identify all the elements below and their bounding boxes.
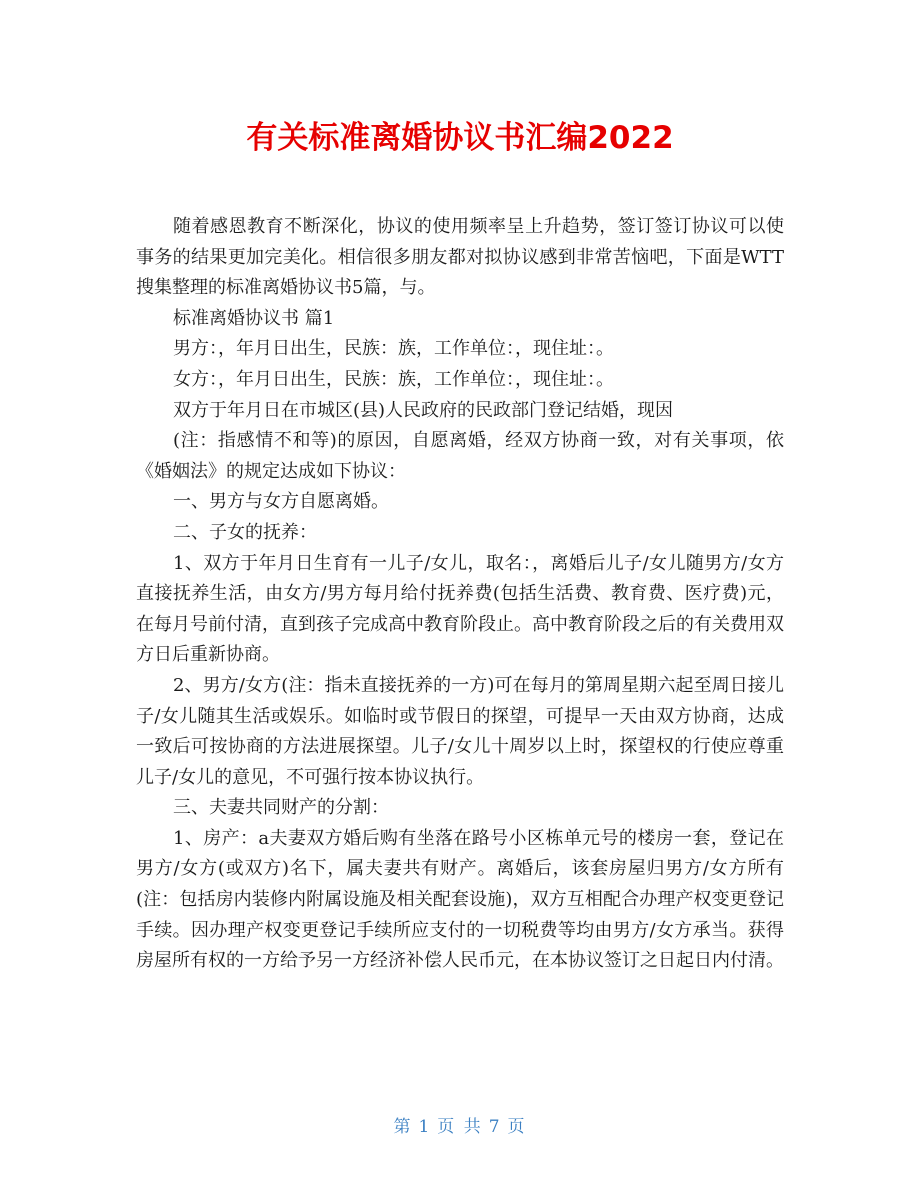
footer-middle: 页 共: [437, 1117, 483, 1137]
paragraph-divorce-reason: (注：指感情不和等)的原因，自愿离婚，经双方协商一致，对有关事项，依《婚姻法》的规定达成如下协议：: [136, 430, 784, 482]
footer-total-pages: 7: [488, 1117, 502, 1137]
footer-prefix: 第: [393, 1117, 413, 1137]
paragraph-intro: 随着感恩教育不断深化，协议的使用频率呈上升趋势，签订签订协议可以使事务的结果更加完美化。相信很多朋友都对拟协议感到非常苦恼吧，下面是WTT搜集整理的标准离婚协议书5篇，与。: [136, 216, 784, 299]
paragraph-clause-3-heading: 三、夫妻共同财产的分割：: [173, 797, 389, 819]
footer-page-number: 1: [418, 1117, 432, 1137]
footer-suffix: 页: [507, 1117, 527, 1137]
paragraph-section-heading: 标准离婚协议书 篇1: [173, 307, 335, 329]
paragraph-property-house: 1、房产：a夫妻双方婚后购有坐落在路号小区栋单元号的楼房一套，登记在男方/女方(或双方)名下，属夫妻共有财产。离婚后，该套房屋归男方/女方所有(注：包括房内装修内附属设施及相关配套设施)，双方互相配合办理产权变更登记手续。因办理产权变更登记手续所应支付的一切税费等均由男方/女方承当。获得房屋所有权的一方给予另一方经济补偿人民币元，在本协议签订之日起日内付清。: [136, 827, 784, 972]
paragraph-husband-info: 男方：，年月日出生，民族：族，工作单位：，现住址：。: [173, 338, 614, 360]
paragraph-clause-1: 一、男方与女方自愿离婚。: [173, 491, 389, 513]
paragraph-wife-info: 女方：，年月日出生，民族：族，工作单位：，现住址：。: [173, 368, 614, 390]
page-footer: [0, 1112, 920, 1137]
paragraph-marriage-registration: 双方于年月日在市城区(县)人民政府的民政部门登记结婚，现因: [173, 399, 674, 421]
paragraph-clause-2-heading: 二、子女的抚养：: [173, 521, 317, 543]
document-title: 有关标准离婚协议书汇编2022: [246, 120, 674, 156]
document-body: [136, 212, 784, 977]
paragraph-visitation: 2、男方/女方(注：指未直接抚养的一方)可在每月的第周星期六起至周日接儿子/女儿随其生活或娱乐。如临时或节假日的探望，可提早一天由双方协商，达成一致后可按协商的方法进展探望。儿子/女儿十周岁以上时，探望权的行使应尊重儿子/女儿的意见，不可强行按本协议执行。: [136, 674, 784, 788]
paragraph-child-custody: 1、双方于年月日生育有一儿子/女儿，取名：，离婚后儿子/女儿随男方/女方直接抚养生活，由女方/男方每月给付抚养费(包括生活费、教育费、医疗费)元，在每月号前付清，直到孩子完成高中教育阶段止。高中教育阶段之后的有关费用双方日后重新协商。: [136, 552, 784, 666]
